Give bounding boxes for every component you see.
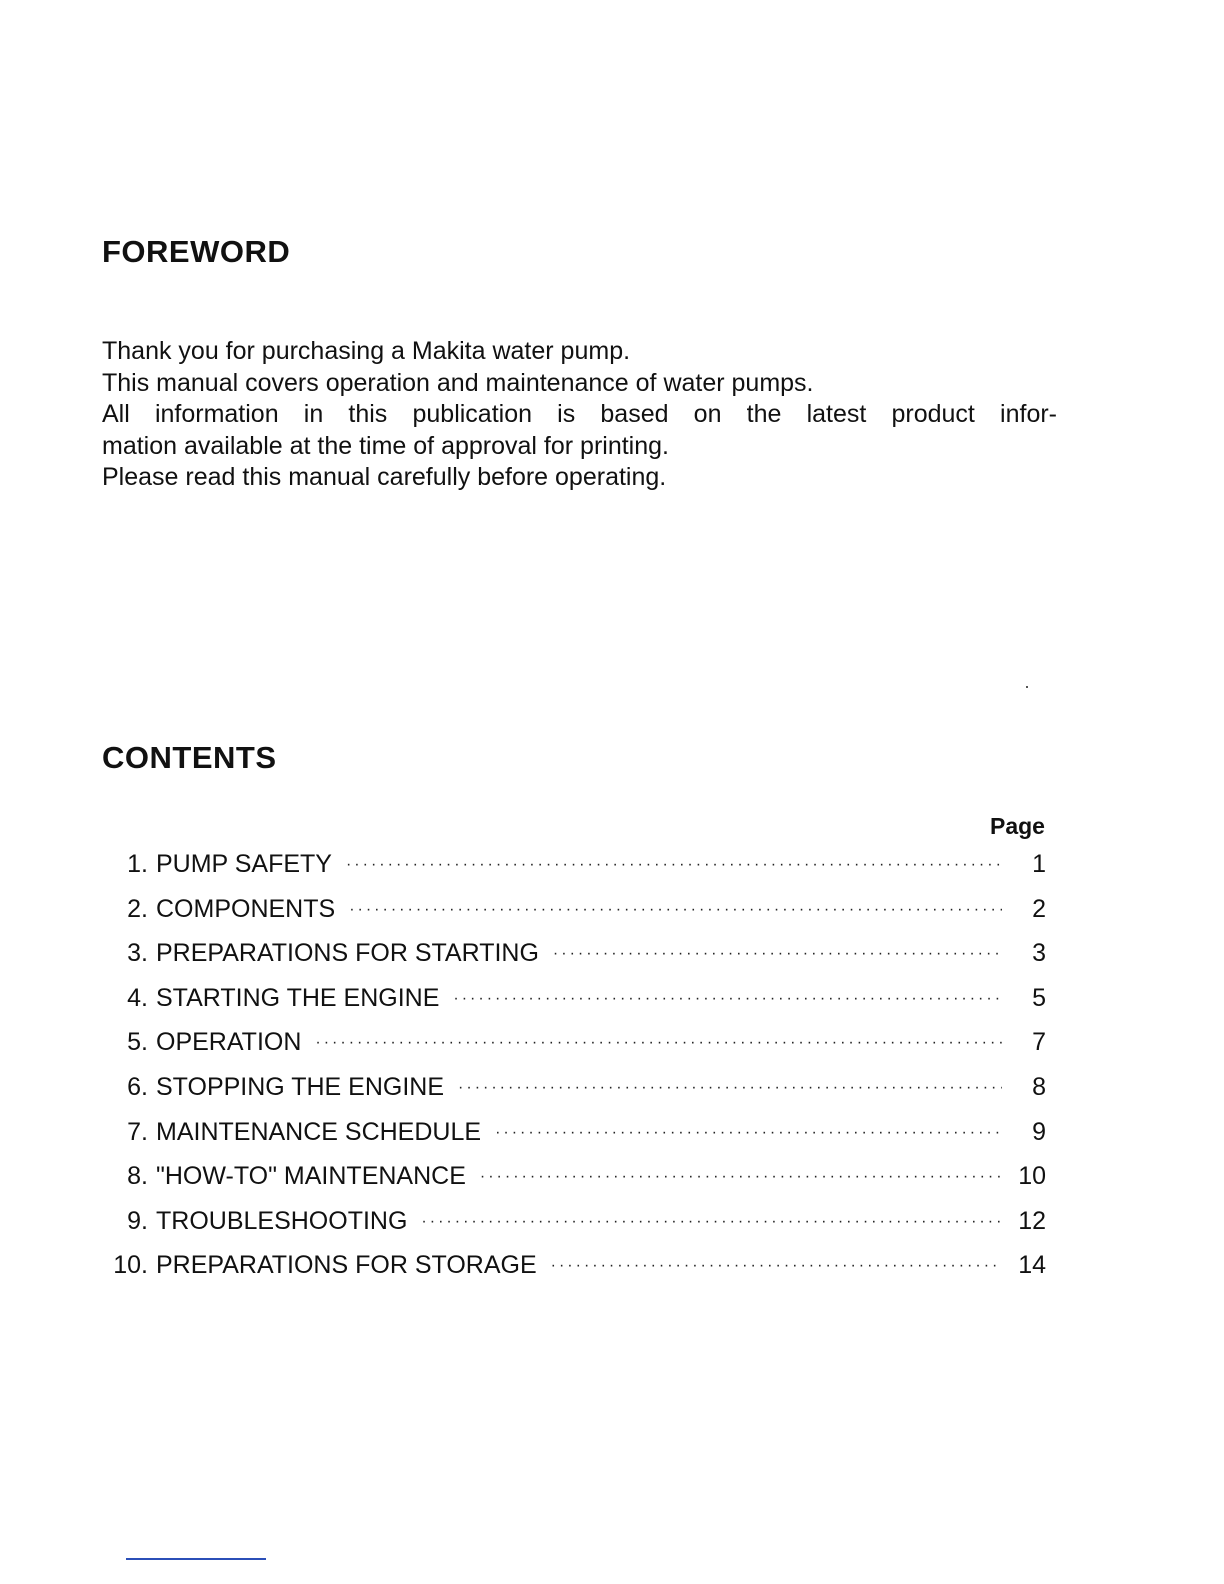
toc-entry-operation[interactable]	[100, 1028, 1050, 1073]
toc-entry-troubleshooting[interactable]	[100, 1207, 1050, 1252]
toc-entry-page: 12	[1018, 1206, 1046, 1235]
toc-dot-leader	[349, 901, 1002, 919]
bottom-rule-line	[126, 1558, 266, 1560]
toc-entry-pump-safety[interactable]	[100, 850, 1050, 895]
toc-entry-page: 5	[1032, 983, 1046, 1012]
toc-entry-title: PREPARATIONS FOR STARTING	[156, 939, 539, 968]
toc-entry-title: PUMP SAFETY	[156, 850, 332, 878]
foreword-line: This manual covers operation and maintenance of water pumps.	[102, 368, 814, 397]
toc-dot-leader	[480, 1168, 1002, 1186]
toc-entry-page: 14	[1018, 1251, 1046, 1280]
toc-entry-title: MAINTENANCE SCHEDULE	[156, 1117, 482, 1146]
toc-entry-page: 1	[1032, 850, 1046, 878]
toc-entry-number: 4.	[127, 983, 148, 1012]
toc-dot-leader	[495, 1124, 1002, 1142]
toc-entry-title: OPERATION	[156, 1028, 302, 1057]
toc-entry-number: 2.	[127, 894, 148, 923]
foreword-line: Please read this manual carefully before operating.	[102, 463, 667, 491]
toc-entry-number: 9.	[127, 1206, 148, 1235]
foreword-paragraph	[102, 336, 1057, 494]
foreword-heading: FOREWORD	[102, 234, 291, 269]
foreword-line: Thank you for purchasing a Makita water pump.	[102, 337, 631, 365]
toc-entry-number: 3.	[127, 939, 148, 968]
toc-dot-leader	[421, 1213, 1002, 1231]
toc-entry-title: COMPONENTS	[156, 894, 336, 923]
toc-entry-title: TROUBLESHOOTING	[156, 1206, 408, 1235]
toc-entry-page: 9	[1032, 1117, 1046, 1146]
toc-dot-leader	[315, 1034, 1002, 1052]
toc-entry-number: 5.	[127, 1028, 148, 1057]
toc-entry-title: PREPARATIONS FOR STORAGE	[156, 1251, 537, 1280]
page-column-label: Page	[990, 813, 1045, 839]
table-of-contents	[100, 850, 1050, 1296]
toc-entry-number: 7.	[127, 1117, 148, 1146]
toc-entry-starting-the-engine[interactable]	[100, 984, 1050, 1029]
toc-entry-preparations-for-storage[interactable]	[100, 1251, 1050, 1296]
toc-entry-how-to-maintenance[interactable]	[100, 1162, 1050, 1207]
scan-speck	[1026, 686, 1028, 688]
toc-entry-title: "HOW-TO" MAINTENANCE	[156, 1162, 466, 1191]
toc-entry-page: 10	[1018, 1162, 1046, 1191]
toc-dot-leader	[553, 945, 1002, 963]
toc-entry-number: 8.	[127, 1162, 148, 1191]
toc-entry-title: STOPPING THE ENGINE	[156, 1072, 445, 1101]
toc-entry-page: 7	[1032, 1028, 1046, 1057]
toc-entry-preparations-for-starting[interactable]	[100, 939, 1050, 984]
foreword-line: All information in this publication is based on the latest product infor-	[102, 400, 1057, 428]
foreword-line: mation available at the time of approval for printing.	[102, 431, 669, 460]
toc-entry-components[interactable]	[100, 895, 1050, 940]
toc-dot-leader	[551, 1257, 1002, 1275]
toc-entry-number: 10.	[113, 1251, 148, 1280]
contents-heading: CONTENTS	[102, 740, 277, 775]
toc-entry-page: 2	[1032, 894, 1046, 923]
toc-entry-stopping-the-engine[interactable]	[100, 1073, 1050, 1118]
toc-entry-page: 3	[1032, 939, 1046, 968]
toc-dot-leader	[453, 990, 1002, 1008]
toc-dot-leader	[458, 1079, 1002, 1097]
toc-entry-title: STARTING THE ENGINE	[156, 983, 440, 1012]
toc-entry-number: 6.	[127, 1072, 148, 1101]
toc-entry-maintenance-schedule[interactable]	[100, 1118, 1050, 1163]
toc-entry-number: 1.	[127, 850, 148, 878]
toc-dot-leader	[346, 856, 1002, 874]
toc-entry-page: 8	[1032, 1072, 1046, 1101]
